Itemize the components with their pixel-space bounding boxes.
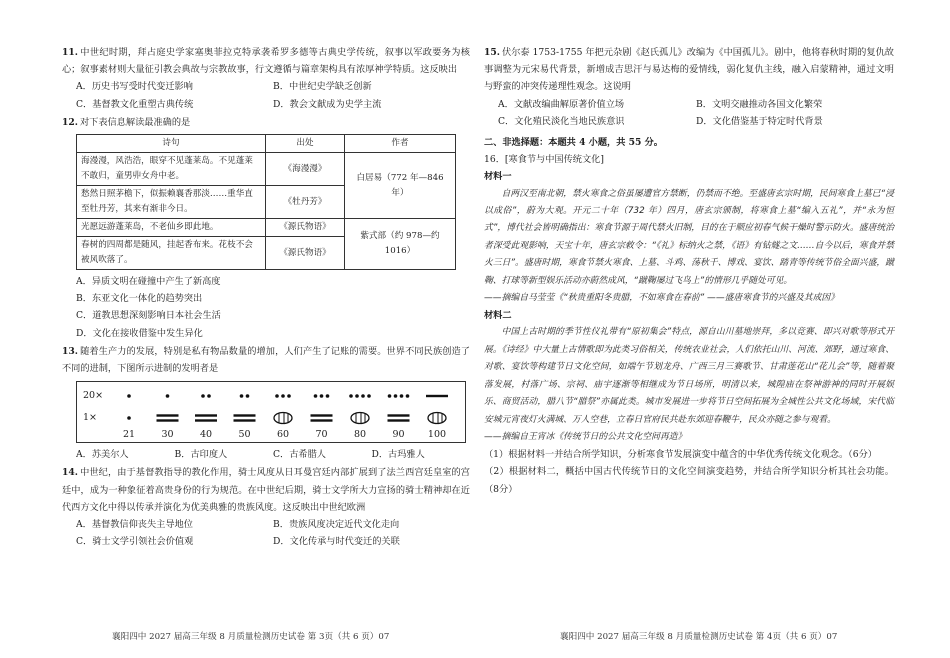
twenties-dot-glyph: [367, 394, 371, 398]
option-a: A．基督教信仰丧失主导地位: [76, 519, 193, 531]
twenties-dot-glyph: [207, 394, 211, 398]
table-header: 出处: [266, 135, 345, 153]
unit-bar-glyph: [388, 420, 410, 422]
material-2-citation: ——摘编自王宵冰《传统节日的公共文化空间再造》: [484, 431, 687, 442]
twenties-dot-glyph: [314, 394, 318, 398]
question-number: 15.: [484, 47, 500, 58]
option-b: B．文明交融推动各国文化繁荣: [696, 98, 823, 110]
material-2-label: 材料二: [484, 310, 512, 322]
options: [62, 516, 470, 550]
poem-cell: 海漫漫，风浩浩，眼穿不见蓬莱岛。不见蓬莱不敢归，童男丱女舟中老。: [77, 153, 266, 186]
question-number: 13.: [62, 345, 78, 357]
question-11: [62, 44, 470, 113]
page-footer-right: 襄阳四中 2027 届高三年级 8 月质量检测历史试卷 第 4页（共 6 页）07: [560, 632, 838, 642]
options: [62, 446, 470, 463]
numeral-value-label: 21: [122, 429, 136, 441]
twenties-dot-glyph: [246, 394, 250, 398]
unit-dot-glyph: [127, 416, 131, 420]
option-d: D．文化传承与时代变迁的关联: [273, 536, 400, 548]
page-footer-left: 襄阳四中 2027 届高三年级 8 月质量检测历史试卷 第 3页（共 6 页）07: [112, 632, 390, 642]
twenties-dot-glyph: [400, 394, 404, 398]
option-a: A．异质文明在碰撞中产生了新高度: [76, 276, 221, 288]
source-cell: 《源氏物语》: [266, 219, 345, 237]
poem-cell: 春树的四周都是随风，挂起香布来。花枝不会被风吹落了。: [77, 237, 266, 270]
unit-bar-glyph: [311, 420, 333, 422]
option-c: C．基督教文化重塑古典传统: [76, 98, 194, 110]
source-cell: 《海漫漫》: [266, 153, 345, 186]
option-b: B．古印度人: [174, 449, 228, 461]
twenties-bar-glyph: [426, 395, 448, 397]
numeral-glyphs: [77, 382, 465, 442]
question-14: [62, 464, 470, 550]
material-1-text: 自两汉至南北朝，禁火寒食之俗虽屡遭官方禁断，仍禁而不绝。至盛唐玄宗时期，民间寒食上墓已“浸以成俗”，蔚为大观。开元二十年（732 年）四月，唐玄宗颁制，将寒食上墓“编入五礼”，并“永为恒式”，博代社会皆明确指出：寒食节源于周代禁火旧制，目的在于顺应初春气候干燥时警示防火。盛唐统治者深受此观影响，天宝十年，唐玄宗敕令：“《礼》标纳火之禁，《语》有钻燧之文……自今以后，寒食并禁火三日”。盛唐时期，寒食节禁火寒食、上墓、斗鸡、荡秋千、博戏、宴饮、踏青等传统节俗全面兴盛，蹴鞠、打球等新型娱乐活动亦蔚然成风，“蹴鞠屡过飞鸟上”的情形几乎随处可见。: [484, 188, 894, 286]
question-stem: 中世纪，由于基督教指导的教化作用，骑士风度从日耳曼宫廷内部扩展到了法兰西宫廷皇室的宫廷中，成为一种象征着高贵身份的行为规范。在中世纪后期，骑士文学所大力宣扬的骑士精神却在近代西方文化中得以传承并演化为优美典雅的贵族风度。这反映出中世纪欧洲: [62, 467, 470, 513]
numeral-value-label: 80: [353, 429, 367, 441]
option-a: A．文献改编曲解原著价值立场: [498, 98, 625, 110]
numeral-value-label: 30: [161, 429, 174, 441]
option-d: D．文化在接收借鉴中发生异化: [76, 327, 203, 339]
twenties-dot-glyph: [240, 394, 244, 398]
numeral-system-figure: [76, 381, 466, 443]
twenties-dot-glyph: [361, 394, 365, 398]
option-a: A．苏美尔人: [76, 449, 129, 461]
option-d: D．文化借鉴基于特定时代背景: [696, 115, 823, 127]
option-b: B．中世纪史学缺乏创新: [273, 81, 372, 93]
numeral-value-label: 100: [427, 429, 447, 441]
option-b: B．东亚文化一体化的趋势突出: [76, 293, 203, 305]
poem-cell: 愁然日照茅檐下，似振赖襄香那淡……重华直至牡丹芳，其来有渐非今日。: [77, 186, 266, 219]
sub-question-2: （2）根据材料二，概括中国古代传统节日的文化空间演变趋势，并结合所学知识分析其社会功能。（8分）: [484, 466, 894, 495]
question-12: [62, 114, 470, 342]
numeral-value-label: 70: [315, 429, 328, 441]
options: [62, 273, 470, 342]
question-stem: 对下表信息解读最准确的是: [79, 116, 191, 128]
twenties-dot-glyph: [388, 394, 392, 398]
twenties-dot-glyph: [394, 394, 398, 398]
unit-bar-glyph: [195, 415, 217, 417]
question-stem: 中世纪时期，拜占庭史学家塞奥菲拉克特承袭希罗多德等古典史学传统，叙事以军政要务为核心；叙事素材则大量征引教会典故与宗教故事，行文遵循与篇章架构具有浓厚神学特质。这反映出: [62, 47, 470, 76]
table-header: 作者: [345, 135, 456, 153]
poem-table: [76, 134, 456, 270]
unit-bar-glyph: [388, 415, 410, 417]
twenties-dot-glyph: [281, 394, 285, 398]
option-d: D．古玛雅人: [371, 449, 425, 461]
twenties-dot-glyph: [355, 394, 359, 398]
row-label-1: 1×: [83, 412, 98, 424]
question-16: [484, 151, 894, 498]
question-number: 11.: [62, 47, 78, 58]
question-stem: 伏尔泰 1753-1755 年把元杂剧《赵氏孤儿》改编为《中国孤儿》。剧中，他将春秋时期的复仇故事调整为元宋易代背景，新增成吉思汗与易达梅的爱情线，弱化复仇主线，融入启蒙精神，通过文明与野蛮的冲突传递理性观念。这说明: [484, 47, 894, 93]
table-header: 诗句: [77, 135, 266, 153]
option-b: B．贵族风度决定近代文化走向: [273, 519, 400, 531]
author-cell: 白居易（772 年—846 年）: [345, 153, 456, 219]
option-c: C．骑士文学引领社会价值观: [76, 536, 194, 548]
shell-zero-glyph: [274, 413, 292, 424]
twenties-dot-glyph: [349, 394, 353, 398]
question-stem: 随着生产力的发展，特别是私有物品数量的增加，人们产生了记账的需要。世界不同民族创造了不同的进制，下图所示进制的发明者是: [62, 345, 470, 375]
sub-questions: [484, 446, 894, 498]
unit-bar-glyph: [157, 420, 179, 422]
option-c: C．古希腊人: [273, 449, 326, 461]
numeral-value-label: 40: [199, 429, 213, 441]
twenties-dot-glyph: [287, 394, 291, 398]
unit-bar-glyph: [234, 420, 256, 422]
option-c: C．文化殖民淡化当地民族意识: [498, 115, 625, 127]
twenties-dot-glyph: [275, 394, 279, 398]
option-d: D．教会文献成为史学主流: [273, 98, 382, 110]
source-cell: 《源氏物语》: [266, 237, 345, 270]
shell-zero-glyph: [428, 413, 446, 424]
question-13: [62, 343, 470, 464]
author-cell: 紫式部（约 978—约 1016）: [345, 219, 456, 270]
sub-question-1: （1）根据材料一并结合所学知识，分析寒食节发展演变中蕴含的中华优秀传统文化观念。（6分）: [484, 449, 877, 461]
row-label-20: 20×: [83, 390, 104, 402]
left-column: [62, 44, 470, 551]
twenties-dot-glyph: [127, 394, 131, 398]
material-1-citation: ——摘编自马莹莹《“秋贵重阳冬贵腊，不如寒食在春前” ——盛唐寒食节的兴盛及其成因》: [484, 293, 839, 304]
question-title: 16．[寒食节与中国传统文化]: [484, 154, 604, 166]
question-number: 12.: [62, 116, 78, 128]
material-2-text: 中国上古时期的季节性仪礼带有“原初集会”特点，源自山川墓地崇拜，多以竞赛、即兴对歌等形式开展。《诗经》中大量上古情歌即为此类习俗相关，传统农业社会，人们依托山川、河流、郊野，通过寒食、对歌、宴饮等构建节日文化空间，如端午节划龙舟、广西三月三赛歌节、甘肃莲花山“花儿会”等，随着聚落发展，村落广场、宗祠、庙宇逐渐等相继成为节日场所，明清以来，城隍庙在祭神游神的同时开展娱乐、商贸活动，腊八节“腊祭”亦属此类。城市发展进一步将节日空间拓展为全城性公共文化场域，宋代临安城元宵夜灯火满城、万人空巷，立春日官府民共赴东郊迎春鞭牛，民众亦随之参与观看。: [484, 327, 894, 425]
question-number: 14.: [62, 467, 78, 479]
option-c: C．道教思想深刻影响日本社会生活: [76, 310, 221, 322]
shell-zero-glyph: [351, 413, 369, 424]
section-heading: 二、非选择题：本题共 4 小题，共 55 分。: [484, 137, 663, 149]
question-15: [484, 44, 894, 130]
options: [484, 96, 894, 130]
twenties-dot-glyph: [320, 394, 324, 398]
twenties-dot-glyph: [326, 394, 330, 398]
options: [62, 78, 470, 112]
numeral-value-label: 50: [238, 429, 251, 441]
numeral-value-label: 60: [276, 429, 290, 441]
option-a: A．历史书写受时代变迁影响: [76, 81, 193, 93]
right-column: [484, 44, 894, 499]
unit-bar-glyph: [195, 420, 217, 422]
twenties-dot-glyph: [201, 394, 205, 398]
unit-bar-glyph: [311, 415, 333, 417]
unit-bar-glyph: [157, 415, 179, 417]
poem-cell: 光愿远游蓬莱岛，不老仙乡即此地。: [77, 219, 266, 237]
twenties-dot-glyph: [406, 394, 410, 398]
twenties-dot-glyph: [166, 394, 170, 398]
unit-bar-glyph: [234, 415, 256, 417]
material-1-label: 材料一: [484, 171, 512, 183]
source-cell: 《牡丹芳》: [266, 186, 345, 219]
numeral-value-label: 90: [392, 429, 405, 441]
